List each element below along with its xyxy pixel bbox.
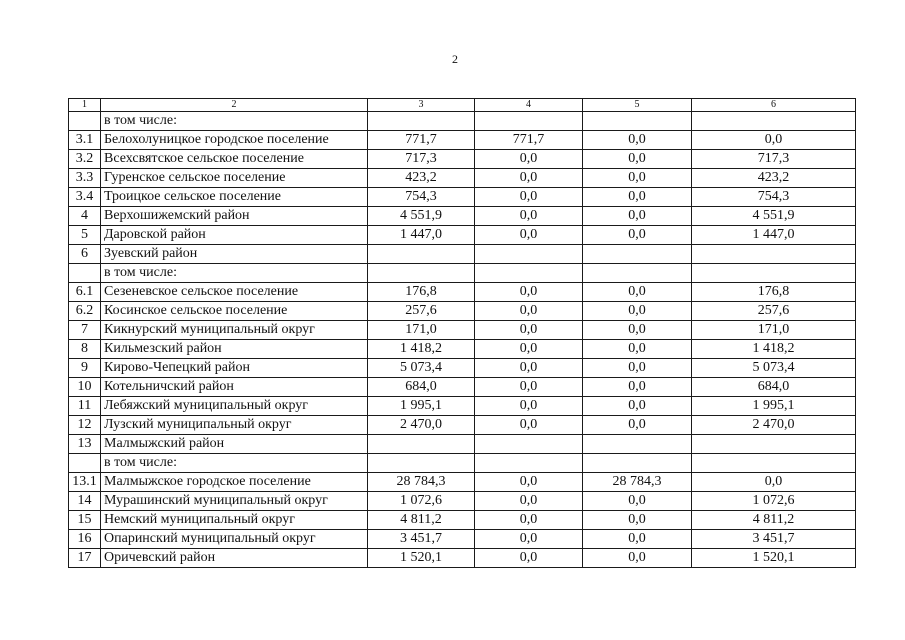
value-col-5-cell xyxy=(583,264,692,283)
value-col-3-cell: 4 551,9 xyxy=(368,207,475,226)
value-col-5-cell: 0,0 xyxy=(583,416,692,435)
value-col-4-cell: 0,0 xyxy=(475,530,583,549)
table-row xyxy=(69,188,856,207)
territory-name-cell: Троицкое сельское поселение xyxy=(101,188,368,207)
value-col-4-cell: 0,0 xyxy=(475,416,583,435)
value-col-6-cell xyxy=(692,245,856,264)
territory-name-cell: Оричевский район xyxy=(101,549,368,568)
value-col-5-cell: 0,0 xyxy=(583,169,692,188)
value-col-6-cell: 257,6 xyxy=(692,302,856,321)
table-row xyxy=(69,245,856,264)
value-col-3-cell: 771,7 xyxy=(368,131,475,150)
row-number-cell: 13.1 xyxy=(69,473,101,492)
column-number-cell: 6 xyxy=(692,99,856,112)
value-col-6-cell: 1 072,6 xyxy=(692,492,856,511)
table-row xyxy=(69,492,856,511)
row-number-cell: 6 xyxy=(69,245,101,264)
table-row xyxy=(69,511,856,530)
territory-name-cell: Кирово-Чепецкий район xyxy=(101,359,368,378)
value-col-6-cell xyxy=(692,435,856,454)
row-number-cell: 4 xyxy=(69,207,101,226)
value-col-3-cell: 176,8 xyxy=(368,283,475,302)
value-col-5-cell xyxy=(583,435,692,454)
value-col-4-cell: 0,0 xyxy=(475,492,583,511)
value-col-5-cell: 0,0 xyxy=(583,359,692,378)
value-col-5-cell: 0,0 xyxy=(583,340,692,359)
territory-name-cell: Белохолуницкое городское поселение xyxy=(101,131,368,150)
table-row xyxy=(69,454,856,473)
row-number-cell: 15 xyxy=(69,511,101,530)
value-col-3-cell xyxy=(368,245,475,264)
row-number-cell: 5 xyxy=(69,226,101,245)
row-number-cell: 7 xyxy=(69,321,101,340)
value-col-3-cell: 5 073,4 xyxy=(368,359,475,378)
value-col-3-cell xyxy=(368,435,475,454)
table-row xyxy=(69,435,856,454)
column-number-cell: 3 xyxy=(368,99,475,112)
territory-name-cell: Малмыжский район xyxy=(101,435,368,454)
value-col-5-cell xyxy=(583,112,692,131)
value-col-3-cell xyxy=(368,112,475,131)
column-number-cell: 4 xyxy=(475,99,583,112)
value-col-4-cell: 0,0 xyxy=(475,549,583,568)
row-number-cell: 14 xyxy=(69,492,101,511)
territory-name-cell: Котельничский район xyxy=(101,378,368,397)
table-row xyxy=(69,530,856,549)
table-row xyxy=(69,378,856,397)
value-col-4-cell xyxy=(475,245,583,264)
value-col-5-cell: 0,0 xyxy=(583,397,692,416)
value-col-6-cell xyxy=(692,112,856,131)
table-row xyxy=(69,359,856,378)
value-col-6-cell: 0,0 xyxy=(692,131,856,150)
territory-name-cell: Опаринский муниципальный округ xyxy=(101,530,368,549)
value-col-4-cell: 0,0 xyxy=(475,226,583,245)
row-number-cell: 16 xyxy=(69,530,101,549)
row-number-cell xyxy=(69,112,101,131)
value-col-6-cell: 1 995,1 xyxy=(692,397,856,416)
value-col-6-cell: 684,0 xyxy=(692,378,856,397)
row-number-cell: 12 xyxy=(69,416,101,435)
value-col-3-cell: 717,3 xyxy=(368,150,475,169)
value-col-6-cell xyxy=(692,454,856,473)
column-number-row xyxy=(69,99,856,112)
row-number-cell xyxy=(69,454,101,473)
value-col-4-cell xyxy=(475,112,583,131)
value-col-4-cell: 0,0 xyxy=(475,302,583,321)
territory-name-cell: Сезеневское сельское поселение xyxy=(101,283,368,302)
value-col-4-cell: 0,0 xyxy=(475,321,583,340)
page-number: 2 xyxy=(452,52,458,66)
value-col-4-cell: 0,0 xyxy=(475,397,583,416)
row-number-cell: 9 xyxy=(69,359,101,378)
value-col-6-cell: 423,2 xyxy=(692,169,856,188)
value-col-3-cell: 3 451,7 xyxy=(368,530,475,549)
value-col-4-cell: 0,0 xyxy=(475,150,583,169)
value-col-6-cell: 3 451,7 xyxy=(692,530,856,549)
value-col-6-cell: 754,3 xyxy=(692,188,856,207)
value-col-4-cell: 0,0 xyxy=(475,511,583,530)
value-col-6-cell: 5 073,4 xyxy=(692,359,856,378)
value-col-4-cell xyxy=(475,435,583,454)
table-row xyxy=(69,340,856,359)
value-col-5-cell: 0,0 xyxy=(583,378,692,397)
territory-name-cell: в том числе: xyxy=(101,264,368,283)
value-col-3-cell: 257,6 xyxy=(368,302,475,321)
territory-name-cell: в том числе: xyxy=(101,454,368,473)
row-number-cell: 17 xyxy=(69,549,101,568)
territory-name-cell: Мурашинский муниципальный округ xyxy=(101,492,368,511)
value-col-4-cell: 0,0 xyxy=(475,359,583,378)
territory-name-cell: Немский муниципальный округ xyxy=(101,511,368,530)
value-col-3-cell: 1 995,1 xyxy=(368,397,475,416)
territory-name-cell: Косинское сельское поселение xyxy=(101,302,368,321)
value-col-6-cell: 2 470,0 xyxy=(692,416,856,435)
value-col-6-cell: 4 551,9 xyxy=(692,207,856,226)
value-col-5-cell: 0,0 xyxy=(583,511,692,530)
value-col-4-cell xyxy=(475,264,583,283)
territory-name-cell: Гуренское сельское поселение xyxy=(101,169,368,188)
data-table xyxy=(68,98,856,568)
territory-name-cell: Верхошижемский район xyxy=(101,207,368,226)
row-number-cell: 3.3 xyxy=(69,169,101,188)
table-row xyxy=(69,416,856,435)
value-col-4-cell: 0,0 xyxy=(475,169,583,188)
value-col-5-cell: 0,0 xyxy=(583,150,692,169)
row-number-cell: 13 xyxy=(69,435,101,454)
table-row xyxy=(69,150,856,169)
table-body xyxy=(69,99,856,568)
column-number-cell: 2 xyxy=(101,99,368,112)
territory-name-cell: Кикнурский муниципальный округ xyxy=(101,321,368,340)
value-col-6-cell: 1 447,0 xyxy=(692,226,856,245)
value-col-4-cell: 0,0 xyxy=(475,340,583,359)
value-col-3-cell: 423,2 xyxy=(368,169,475,188)
value-col-3-cell: 171,0 xyxy=(368,321,475,340)
column-number-cell: 1 xyxy=(69,99,101,112)
value-col-6-cell: 171,0 xyxy=(692,321,856,340)
table-row xyxy=(69,226,856,245)
territory-name-cell: Кильмезский район xyxy=(101,340,368,359)
value-col-3-cell: 754,3 xyxy=(368,188,475,207)
value-col-5-cell: 0,0 xyxy=(583,302,692,321)
value-col-5-cell xyxy=(583,454,692,473)
value-col-6-cell xyxy=(692,264,856,283)
value-col-4-cell: 0,0 xyxy=(475,283,583,302)
value-col-3-cell: 1 418,2 xyxy=(368,340,475,359)
value-col-6-cell: 1 418,2 xyxy=(692,340,856,359)
row-number-cell: 8 xyxy=(69,340,101,359)
table-row xyxy=(69,131,856,150)
value-col-6-cell: 1 520,1 xyxy=(692,549,856,568)
row-number-cell: 3.1 xyxy=(69,131,101,150)
value-col-5-cell: 28 784,3 xyxy=(583,473,692,492)
territory-name-cell: в том числе: xyxy=(101,112,368,131)
value-col-6-cell: 176,8 xyxy=(692,283,856,302)
value-col-6-cell: 4 811,2 xyxy=(692,511,856,530)
value-col-3-cell xyxy=(368,454,475,473)
row-number-cell: 6.2 xyxy=(69,302,101,321)
value-col-3-cell: 1 447,0 xyxy=(368,226,475,245)
territory-name-cell: Зуевский район xyxy=(101,245,368,264)
row-number-cell: 10 xyxy=(69,378,101,397)
value-col-3-cell xyxy=(368,264,475,283)
value-col-5-cell: 0,0 xyxy=(583,188,692,207)
territory-name-cell: Малмыжское городское поселение xyxy=(101,473,368,492)
value-col-6-cell: 0,0 xyxy=(692,473,856,492)
territory-name-cell: Лебяжский муниципальный округ xyxy=(101,397,368,416)
row-number-cell: 3.4 xyxy=(69,188,101,207)
row-number-cell: 6.1 xyxy=(69,283,101,302)
value-col-5-cell xyxy=(583,245,692,264)
value-col-4-cell: 771,7 xyxy=(475,131,583,150)
column-number-cell: 5 xyxy=(583,99,692,112)
value-col-4-cell: 0,0 xyxy=(475,207,583,226)
row-number-cell xyxy=(69,264,101,283)
value-col-4-cell xyxy=(475,454,583,473)
table-row xyxy=(69,302,856,321)
table-row xyxy=(69,207,856,226)
table-row xyxy=(69,169,856,188)
table-row xyxy=(69,264,856,283)
table-row xyxy=(69,112,856,131)
row-number-cell: 3.2 xyxy=(69,150,101,169)
table-row xyxy=(69,549,856,568)
table-row xyxy=(69,397,856,416)
value-col-3-cell: 1 520,1 xyxy=(368,549,475,568)
value-col-3-cell: 4 811,2 xyxy=(368,511,475,530)
value-col-4-cell: 0,0 xyxy=(475,378,583,397)
value-col-5-cell: 0,0 xyxy=(583,283,692,302)
territory-name-cell: Даровской район xyxy=(101,226,368,245)
value-col-5-cell: 0,0 xyxy=(583,321,692,340)
value-col-3-cell: 684,0 xyxy=(368,378,475,397)
value-col-5-cell: 0,0 xyxy=(583,207,692,226)
table-row xyxy=(69,321,856,340)
value-col-4-cell: 0,0 xyxy=(475,188,583,207)
value-col-5-cell: 0,0 xyxy=(583,549,692,568)
value-col-5-cell: 0,0 xyxy=(583,530,692,549)
value-col-4-cell: 0,0 xyxy=(475,473,583,492)
territory-name-cell: Всехсвятское сельское поселение xyxy=(101,150,368,169)
value-col-5-cell: 0,0 xyxy=(583,226,692,245)
value-col-3-cell: 28 784,3 xyxy=(368,473,475,492)
value-col-5-cell: 0,0 xyxy=(583,131,692,150)
row-number-cell: 11 xyxy=(69,397,101,416)
table-row xyxy=(69,283,856,302)
table-row xyxy=(69,473,856,492)
territory-name-cell: Лузский муниципальный округ xyxy=(101,416,368,435)
value-col-3-cell: 1 072,6 xyxy=(368,492,475,511)
value-col-5-cell: 0,0 xyxy=(583,492,692,511)
value-col-3-cell: 2 470,0 xyxy=(368,416,475,435)
value-col-6-cell: 717,3 xyxy=(692,150,856,169)
